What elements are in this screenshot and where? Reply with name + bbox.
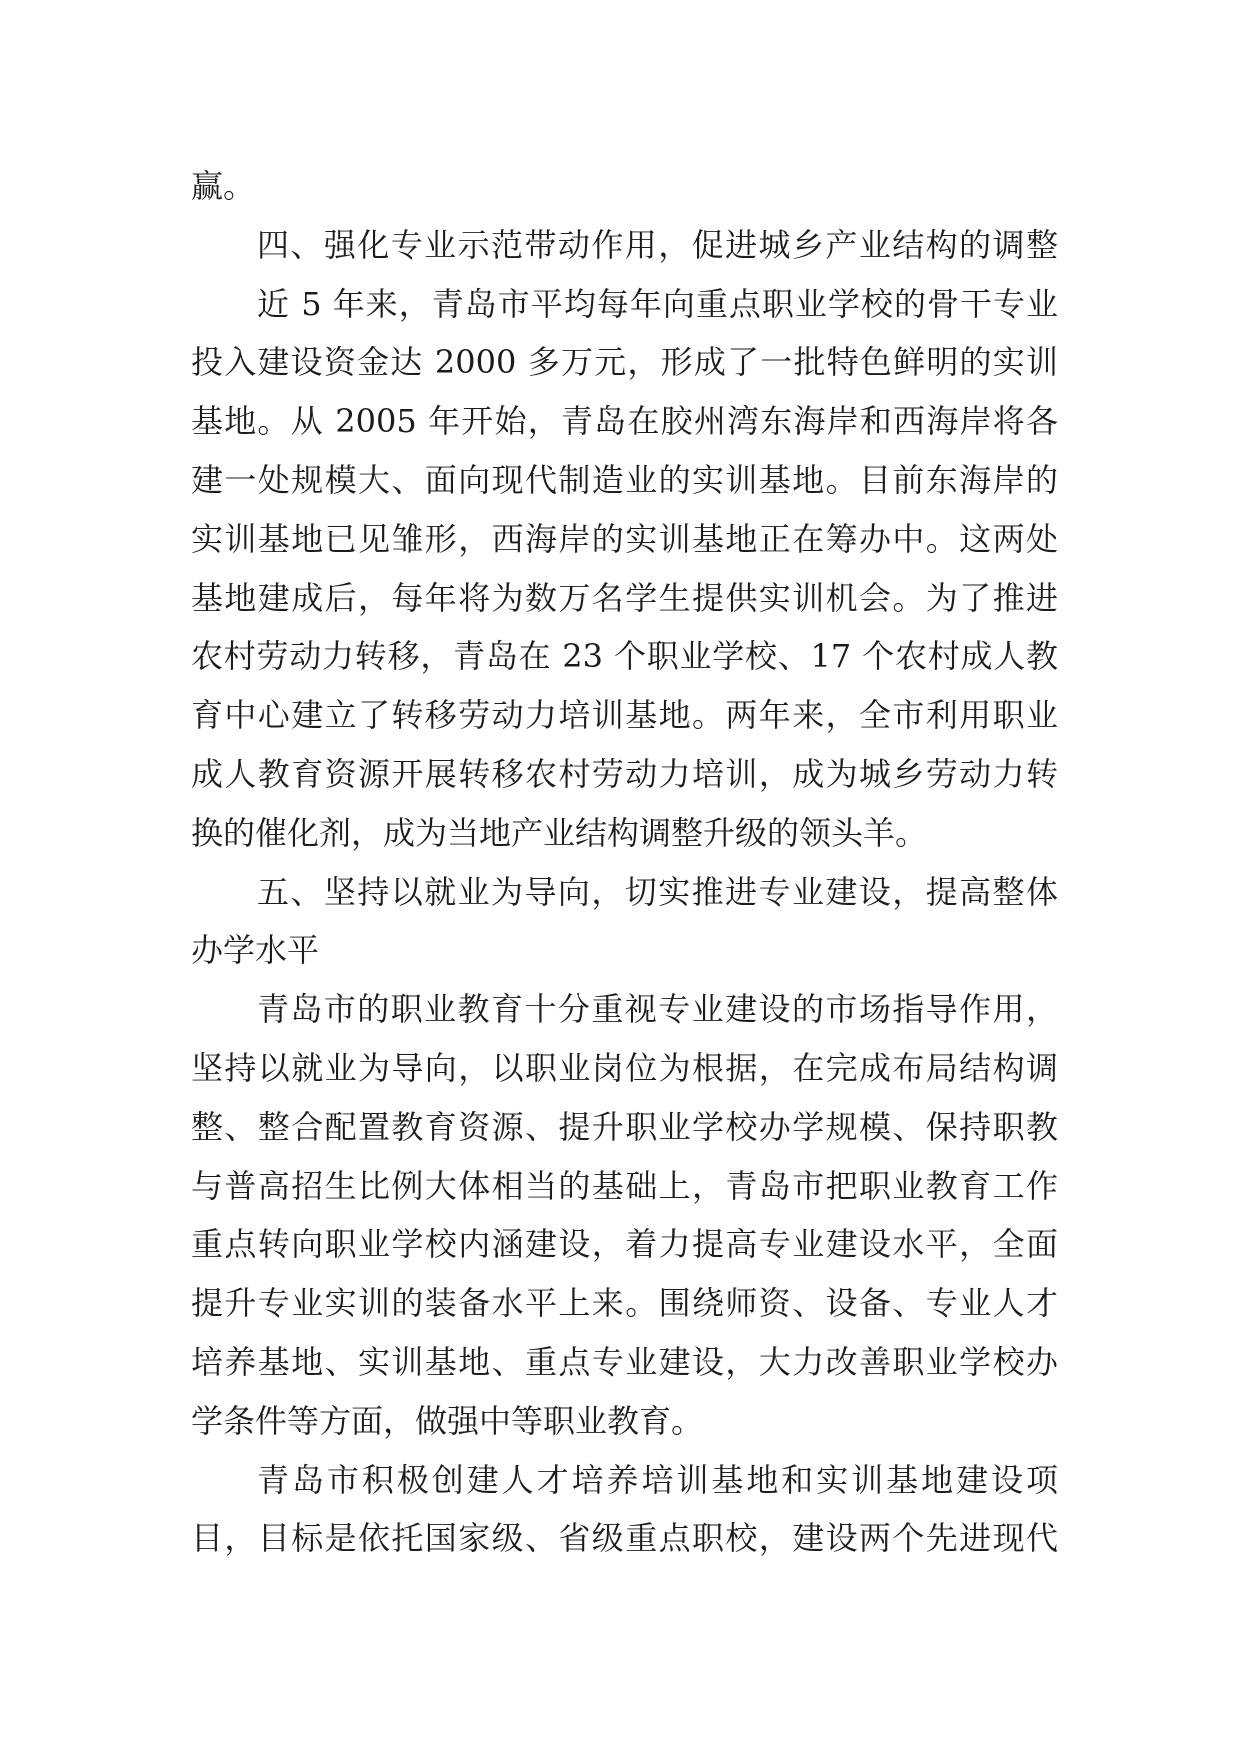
text-line: 投入建设资金达 2000 多万元，形成了一批特色鲜明的实训 xyxy=(191,343,1058,382)
text-line: 近 5 年来，青岛市平均每年向重点职业学校的骨干专业 xyxy=(257,284,1058,323)
text-line: 坚持以就业为导向，以职业岗位为根据，在完成布局结构调 xyxy=(191,1048,1058,1087)
text-line: 提升专业实训的装备水平上来。围绕师资、设备、专业人才 xyxy=(191,1284,1058,1323)
paragraph xyxy=(191,980,1058,1450)
text-line: 与普高招生比例大体相当的基础上，青岛市把职业教育工作 xyxy=(191,1166,1058,1205)
text-line: 目，目标是依托国家级、省级重点职校，建设两个先进现代 xyxy=(191,1519,1058,1558)
heading-line: 办学水平 xyxy=(191,931,320,970)
text-line: 青岛市积极创建人才培养培训基地和实训基地建设项 xyxy=(257,1460,1058,1499)
section-heading-4 xyxy=(191,216,1058,275)
text-line: 实训基地已见雏形，西海岸的实训基地正在筹办中。这两处 xyxy=(191,519,1058,558)
text-line: 整、整合配置教育资源、提升职业学校办学规模、保持职教 xyxy=(191,1107,1058,1146)
paragraph xyxy=(191,275,1058,863)
text-line: 青岛市的职业教育十分重视专业建设的市场指导作用， xyxy=(257,990,1058,1029)
text-line: 成人教育资源开展转移农村劳动力培训，成为城乡劳动力转 xyxy=(191,754,1058,793)
heading-line: 五、坚持以就业为导向，切实推进专业建设，提高整体 xyxy=(257,872,1058,911)
text-line: 培养基地、实训基地、重点专业建设，大力改善职业学校办 xyxy=(191,1342,1058,1381)
section-heading-5 xyxy=(191,863,1058,981)
text-line: 基地建成后，每年将为数万名学生提供实训机会。为了推进 xyxy=(191,578,1058,617)
text-line: 换的催化剂，成为当地产业结构调整升级的领头羊。 xyxy=(191,813,928,852)
text-line: 育中心建立了转移劳动力培训基地。两年来，全市利用职业 xyxy=(191,696,1058,735)
paragraph xyxy=(191,1451,1058,1569)
paragraph-continued xyxy=(191,157,1058,216)
text-line: 基地。从 2005 年开始，青岛在胶州湾东海岸和西海岸将各 xyxy=(191,402,1058,441)
text-line: 赢。 xyxy=(191,167,256,205)
text-line: 建一处规模大、面向现代制造业的实训基地。目前东海岸的 xyxy=(191,460,1058,499)
body-text xyxy=(191,157,1058,1568)
text-line: 学条件等方面，做强中等职业教育。 xyxy=(191,1401,704,1440)
text-line: 农村劳动力转移，青岛在 23 个职业学校、17 个农村成人教 xyxy=(191,637,1058,676)
heading-line: 四、强化专业示范带动作用，促进城乡产业结构的调整 xyxy=(257,225,1058,264)
text-line: 重点转向职业学校内涵建设，着力提高专业建设水平，全面 xyxy=(191,1225,1058,1264)
